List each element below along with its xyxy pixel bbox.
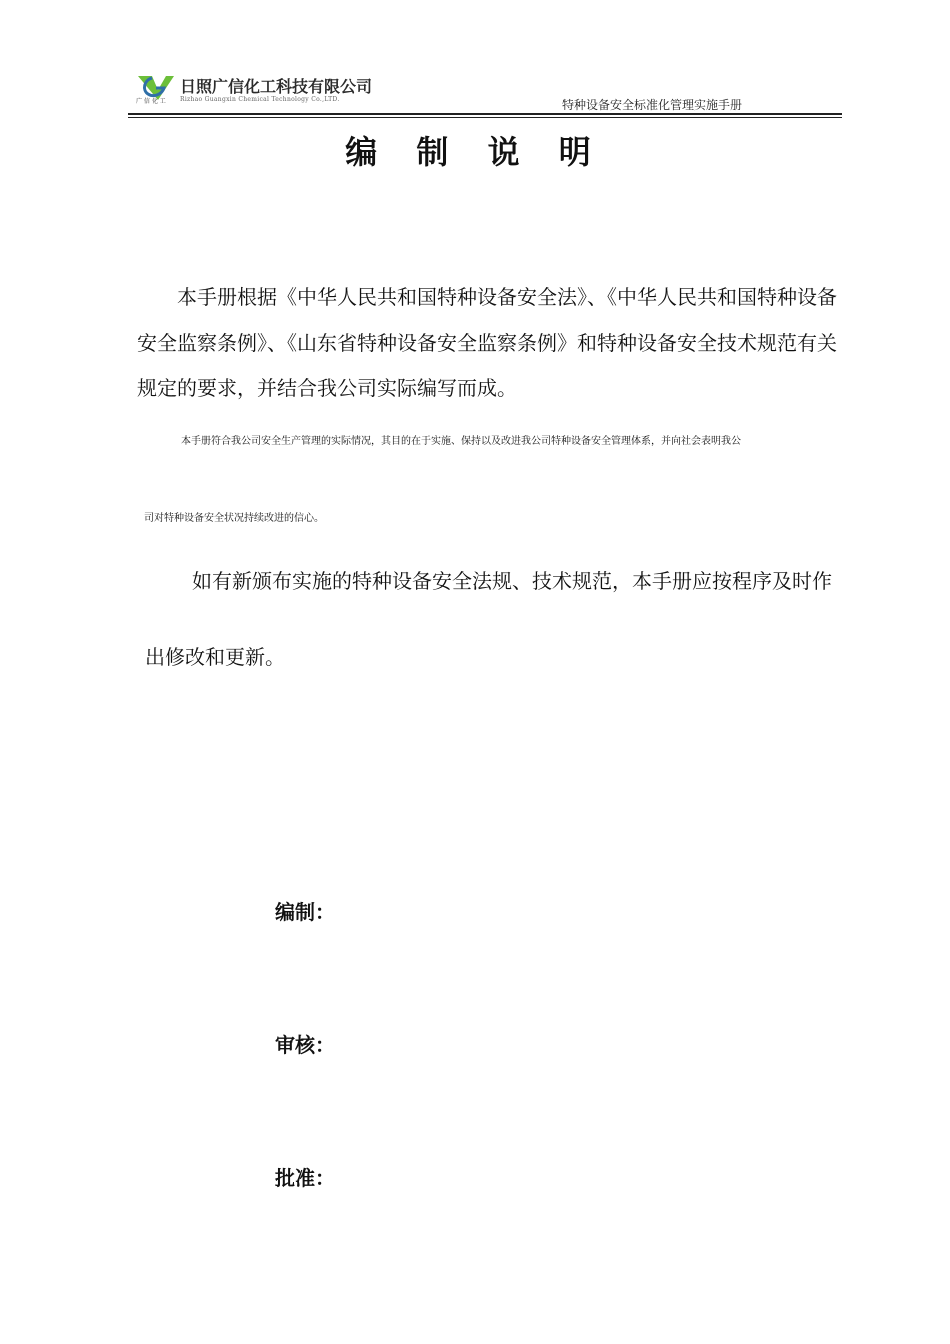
manual-title: 特种设备安全标准化管理实施手册	[561, 98, 742, 112]
header-rule-thick	[128, 113, 842, 115]
signature-compile-label: 编制：	[275, 900, 335, 924]
header-rule-thin	[128, 117, 842, 118]
paragraph-update-line1: 如有新颁布实施的特种设备安全法规、技术规范，本手册应按程序及时作	[192, 569, 832, 593]
company-logo	[134, 68, 373, 112]
signature-approve-label: 批准：	[275, 1166, 335, 1190]
paragraph-update-line2: 出修改和更新。	[145, 645, 285, 669]
company-name-en: Rizhao Guangxin Chemical Technology Co.,LTD.	[180, 96, 340, 103]
paragraph-purpose-line2: 司对特种设备安全状况持续改进的信心。	[144, 513, 324, 524]
company-name-cn: 日照广信化工科技有限公司	[180, 77, 373, 96]
paragraph-purpose-line1: 本手册符合我公司安全生产管理的实际情况，其目的在于实施、保持以及改进我公司特种设备安全管理体系，并向社会表明我公	[181, 436, 741, 447]
signature-review-label: 审核：	[275, 1033, 335, 1057]
page-title: 编 制 说 明	[345, 133, 605, 171]
paragraph-basis: 本手册根据《中华人民共和国特种设备安全法》、《中华人民共和国特种设备安全监察条例》、《山东省特种设备安全监察条例》和特种设备安全技术规范有关规定的要求，并结合我公司实际编写而成。	[137, 285, 837, 400]
logo-subtitle: 广 信 化 工	[136, 98, 166, 105]
